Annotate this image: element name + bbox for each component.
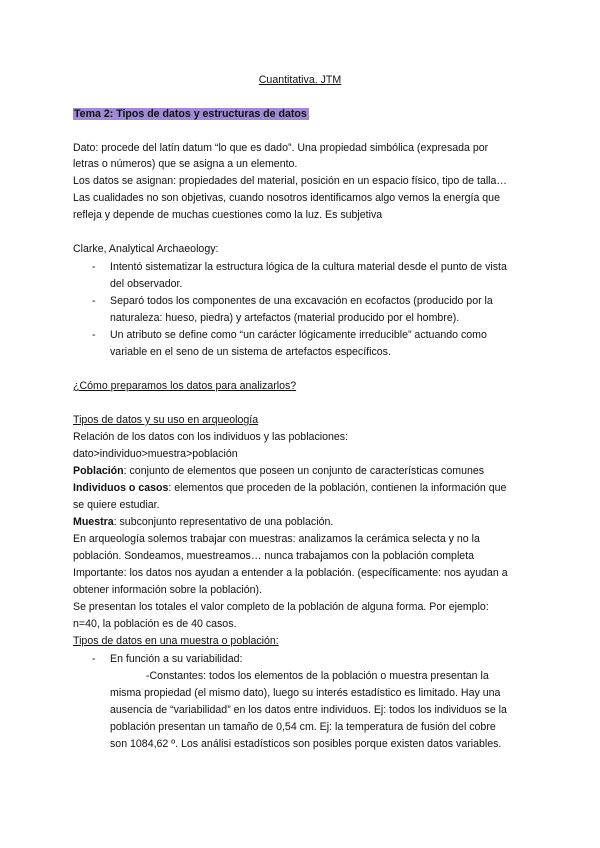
intro-line: refleja y depende de muchas cuestiones como la luz. Es subjetiva bbox=[73, 209, 383, 221]
arqueologia-line: Importante: los datos nos ayudan a entender a la población. (específicamente: nos ayudan a bbox=[73, 567, 508, 579]
constantes-line: ausencia de “variabilidad” en los datos entre individuos. Ej: todos los individuos se la bbox=[110, 704, 507, 716]
arqueologia-line: obtener información sobre la población). bbox=[73, 584, 263, 596]
document-title: Cuantitativa. JTM bbox=[258, 74, 342, 86]
bullet-marker: - bbox=[92, 261, 96, 273]
clarke-bullet-cont: variable en el seno de un sistema de artefactos específicos. bbox=[110, 346, 391, 358]
arqueologia-line: Se presentan los totales el valor completo de la población de alguna forma. Por ejemplo: bbox=[73, 601, 489, 613]
individuos-definition: Individuos o casos: elementos que proceden de la población, contienen la información que bbox=[73, 482, 507, 494]
poblacion-definition: Población: conjunto de elementos que poseen un conjunto de características comunes bbox=[73, 465, 485, 477]
term: Población bbox=[73, 465, 124, 477]
tipos-muestra-heading: Tipos de datos en una muestra o población: bbox=[73, 635, 279, 647]
constantes-line: población presentan un tamaño de 0,54 cm. Ej: la temperatura de fusión del cobre bbox=[110, 721, 496, 733]
intro-line: letras o números) que se asigna a un elemento. bbox=[73, 158, 298, 170]
variabilidad-bullet: En función a su variabilidad: bbox=[110, 653, 243, 665]
chain-line: dato>individuo>muestra>población bbox=[73, 448, 238, 460]
arqueologia-line: n=40, la población es de 40 casos. bbox=[73, 618, 237, 630]
individuos-definition-cont: se quiere estudiar. bbox=[73, 499, 160, 511]
bullet-marker: - bbox=[92, 653, 96, 665]
intro-line: Los datos se asignan: propiedades del material, posición en un espacio físico, tipo de talla… bbox=[73, 175, 508, 187]
arqueologia-line: En arqueología solemos trabajar con muestras: analizamos la cerámica selecta y no la bbox=[73, 533, 480, 545]
clarke-bullet-cont: del observador. bbox=[110, 278, 183, 290]
arqueologia-line: población. Sondeamos, muestreamos… nunca trabajamos con la población completa bbox=[73, 550, 475, 562]
clarke-bullet: Separó todos los componentes de una excavación en ecofactos (producido por la bbox=[110, 295, 493, 307]
relacion-line: Relación de los datos con los individuos y las poblaciones: bbox=[73, 431, 349, 443]
intro-line: Dato: procede del latín datum “lo que es dado”. Una propiedad simbólica (expresada por bbox=[73, 142, 489, 154]
term: Individuos o casos bbox=[73, 482, 169, 494]
intro-line: Las cualidades no son objetivas, cuando nosotros identificamos algo vemos la energía que bbox=[73, 192, 500, 204]
clarke-heading: Clarke, Analytical Archaeology: bbox=[73, 243, 219, 255]
clarke-bullet-cont: naturaleza: hueso, piedra) y artefactos (material producido por el hombre). bbox=[110, 312, 460, 324]
tipos-heading: Tipos de datos y su uso en arqueología bbox=[73, 414, 259, 426]
clarke-bullet: Un atributo se define como “un carácter lógicamente irreducible” actuando como bbox=[110, 329, 487, 341]
term: Muestra bbox=[73, 516, 114, 528]
constantes-line: misma propiedad (el mismo dato), luego su interés estadístico es limitado. Hay una bbox=[110, 687, 501, 699]
bullet-marker: - bbox=[92, 329, 96, 341]
muestra-definition: Muestra: subconjunto representativo de una población. bbox=[73, 516, 334, 528]
bullet-marker: - bbox=[92, 295, 96, 307]
section-heading: Tema 2: Tipos de datos y estructuras de datos bbox=[74, 108, 307, 120]
constantes-line: son 1084,62 º. Los análisi estadísticos son posibles porque existen datos variables. bbox=[110, 738, 502, 750]
clarke-bullet: Intentó sistematizar la estructura lógica de la cultura material desde el punto de vista bbox=[110, 261, 507, 273]
constantes-line: -Constantes: todos los elementos de la población o muestra presentan la bbox=[146, 670, 489, 682]
question-heading: ¿Cómo preparamos los datos para analizarlos? bbox=[73, 380, 297, 392]
